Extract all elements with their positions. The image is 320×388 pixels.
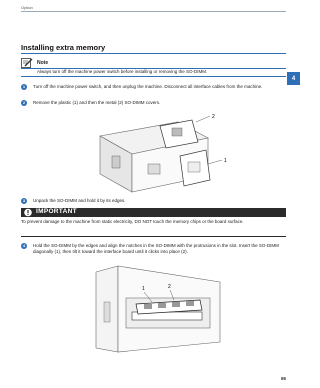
step-text-1: Turn off the machine power switch, and then unplug the machine. Disconnect all interface cables from the machine. bbox=[33, 84, 263, 89]
figure2-callout-2: 2 bbox=[168, 284, 171, 290]
note-pencil-icon bbox=[21, 58, 33, 68]
warning-icon bbox=[23, 208, 33, 217]
sodimm-insertion-illustration bbox=[88, 262, 238, 356]
note-rule-bottom bbox=[21, 76, 286, 77]
printer-rear-covers-illustration bbox=[88, 108, 238, 196]
title-rule bbox=[21, 53, 286, 54]
page-title: Installing extra memory bbox=[21, 43, 106, 52]
note-text: Always turn off the machine power switch before installing or removing the SO-DIMM. bbox=[37, 69, 208, 74]
step-2 bbox=[21, 100, 286, 106]
page-number: 86 bbox=[280, 376, 286, 381]
step-number-4: 4 bbox=[22, 243, 26, 248]
step-number-2: 2 bbox=[22, 100, 26, 105]
step-text-4: Hold the SO-DIMM by the edges and align the notches in the SO-DIMM with the protrusions in the slot. Insert the SO-DIMM diagonally (1), then tilt it toward the interface board until it clicks into place (2). bbox=[33, 243, 279, 254]
step-1 bbox=[21, 84, 286, 90]
header-rule bbox=[21, 11, 286, 12]
figure1-callout-2: 2 bbox=[212, 114, 215, 120]
step-3 bbox=[21, 198, 286, 204]
figure1-callout-1: 1 bbox=[224, 158, 227, 164]
important-rule bbox=[21, 236, 286, 237]
chapter-tab: 4 bbox=[287, 72, 300, 85]
step-text-2: Remove the plastic (1) and then the metal (2) SO-DIMM covers. bbox=[33, 100, 161, 105]
running-header: Option bbox=[21, 5, 33, 10]
figure2-callout-1: 1 bbox=[142, 286, 145, 292]
note-label: Note bbox=[37, 60, 49, 66]
step-number-3: 3 bbox=[22, 198, 26, 203]
step-text-3: Unpack the SO-DIMM and hold it by its edges. bbox=[33, 198, 126, 203]
important-text: To prevent damage to the machine from static electricity, DO NOT touch the memory chips or the board surface. bbox=[21, 219, 244, 224]
step-number-1: 1 bbox=[22, 84, 26, 89]
important-label: IMPORTANT bbox=[36, 208, 77, 215]
step-4 bbox=[21, 243, 286, 255]
